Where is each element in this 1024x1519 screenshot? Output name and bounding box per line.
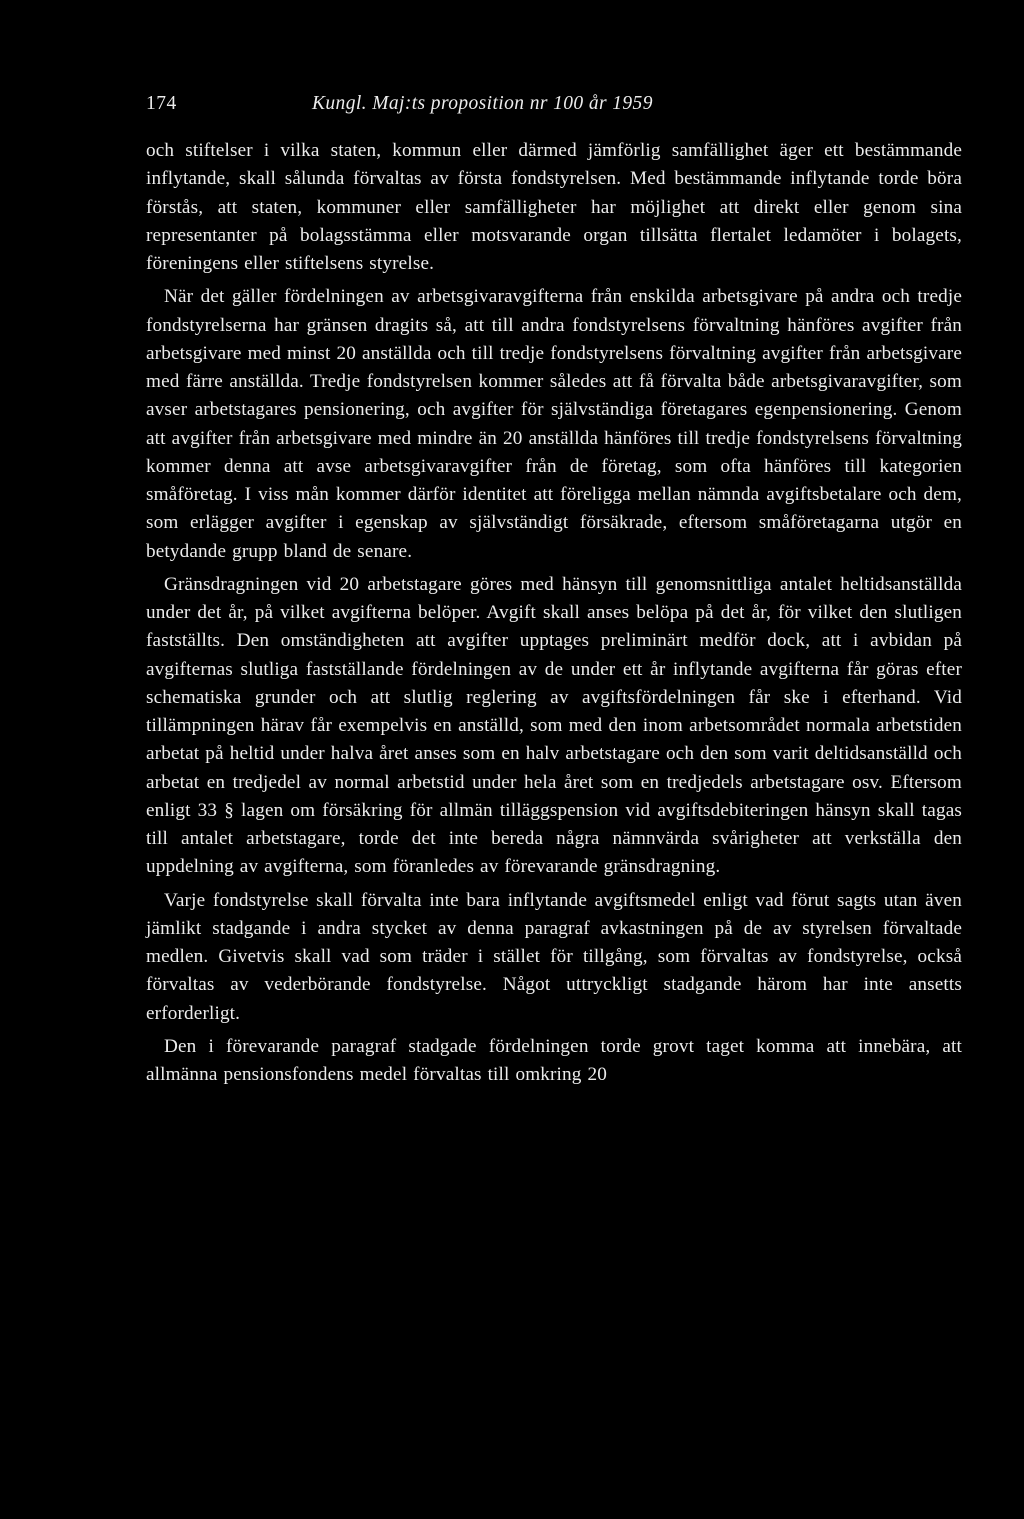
paragraph: Gränsdragningen vid 20 arbetstagare göres med hänsyn till genomsnittliga antalet heltidsanställda under det år, på vilket avgifterna belöper. Avgift skall anses belöpa på det år, för vilket den slutligen fastställts. Den omständigheten att avgifter upptages preliminärt medför dock, att i avbidan på avgifternas slutliga fastställande fördelningen av de under ett år inflytande avgifterna får göras efter schematiska grunder och att slutlig reglering av avgiftsfördelningen får ske i efterhand. Vid tillämpningen härav får exempelvis en anställd, som med den inom arbetsområdet normala arbetstiden arbetat på heltid under halva året anses som en halv arbetstagare och den som varit deltidsanställd och arbetat en tredjedel av normal arbetstid under hela året som en tredjedels arbetstagare osv. Eftersom enligt 33 § lagen om försäkring för allmän tilläggspension vid avgiftsdebiteringen hänsyn skall tagas till antalet arbetstagare, torde det inte bereda några nämnvärda svårigheter att verkställa den uppdelning av avgifterna, som föranledes av förevarande gränsdragning. <box>146 573 962 878</box>
paragraph: Den i förevarande paragraf stadgade fördelningen torde grovt taget komma att innebära, att allmänna pensionsfondens medel förvaltas till omkring 20 <box>146 1035 962 1085</box>
running-title: Kungl. Maj:ts proposition nr 100 år 1959 <box>312 93 653 114</box>
page-header <box>146 90 962 120</box>
document-page <box>146 90 962 1094</box>
paragraph: När det gäller fördelningen av arbetsgivaravgifterna från enskilda arbetsgivare på andra och tredje fondstyrelserna har gränsen dragits så, att till andra fondstyrelsens förvaltning hänföres avgifter från arbetsgivare med minst 20 anställda och till tredje fondstyrelsens förvaltning avgifter från arbetsgivare med färre anställda. Tredje fondstyrelsen kommer således att få förvalta både arbetsgivaravgifter, som avser arbetstagares pensionering, och avgifter för självständiga företagares egenpensionering. Genom att avgifter från arbetsgivare med mindre än 20 anställda hänföres till tredje fondstyrelsens förvaltning kommer denna att avse arbetsgivaravgifter från de företag, som ofta hänföres till kategorien småföretag. I viss mån kommer därför identitet att föreligga mellan nämnda avgiftsbetalare och dem, som erlägger avgifter i egenskap av självständigt försäkrade, eftersom småföretagarna utgör en betydande grupp bland de senare. <box>146 286 962 562</box>
body-text <box>146 137 962 1089</box>
paragraph-continuation: och stiftelser i vilka staten, kommun eller därmed jämförlig samfällighet äger ett bestämmande inflytande, skall sålunda förvaltas av första fondstyrelsen. Med bestämmande inflytande torde böra förstås, att staten, kommuner eller samfälligheter har möjlighet att direkt eller genom sina representanter på bolagsstämma eller motsvarande organ tillsätta flertalet ledamöter i bolagets, föreningens eller stiftelsens styrelse. <box>146 140 962 274</box>
page-number: 174 <box>146 93 177 114</box>
paragraph: Varje fondstyrelse skall förvalta inte bara inflytande avgiftsmedel enligt vad förut sagts utan även jämlikt stadgande i andra stycket av denna paragraf avkastningen på de av styrelsen förvaltade medlen. Givetvis skall vad som träder i stället för tillgång, som förvaltas av fondstyrelse, också förvaltas av vederbörande fondstyrelse. Något uttryckligt stadgande härom har inte ansetts erforderligt. <box>146 889 962 1024</box>
